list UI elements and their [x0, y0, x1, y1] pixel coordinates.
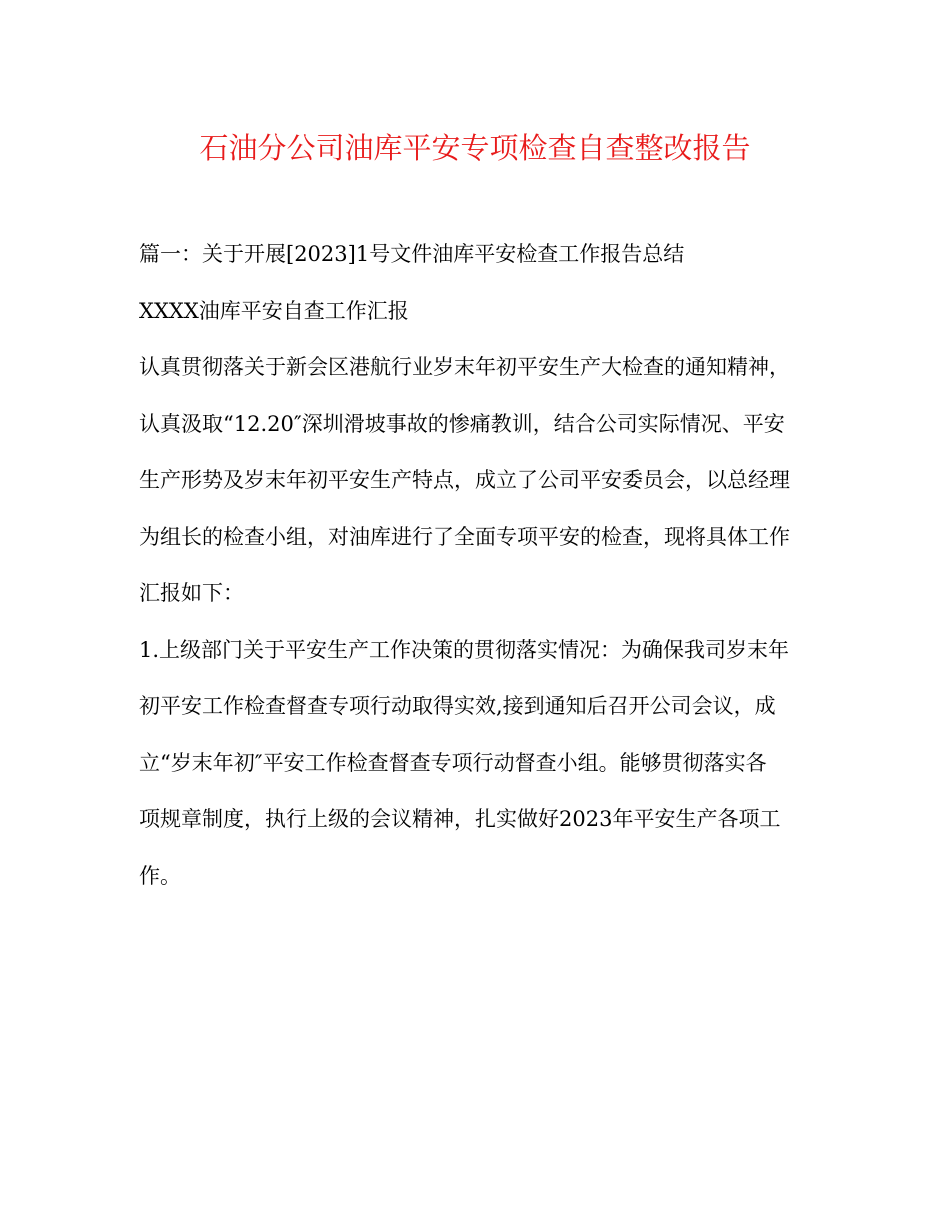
- report-subheading: XXXX油库平安自查工作汇报: [139, 298, 409, 323]
- item-1-line: 立“岁末年初″平安工作检查督查专项行动督查小组。能够贯彻落实各: [139, 750, 767, 775]
- intro-line: 为组长的检查小组，对油库进行了全面专项平安的检查，现将具体工作: [139, 524, 790, 549]
- intro-line: 汇报如下：: [139, 581, 244, 605]
- intro-line: 生产形势及岁末年初平安生产特点，成立了公司平安委员会，以总经理: [139, 468, 790, 492]
- item-1-line: 初平安工作检查督查专项行动取得实效,接到通知后召开公司会议，成: [139, 694, 776, 718]
- intro-line: 认真汲取“12.20″深圳滑坡事故的惨痛教训，结合公司实际情况、平安: [139, 411, 785, 436]
- item-1-line: 作。: [139, 863, 181, 888]
- intro-line: 认真贯彻落关于新会区港航行业岁末年初平安生产大检查的通知精神，: [139, 355, 790, 379]
- item-1-line: 1.上级部门关于平安生产工作决策的贯彻落实情况：为确保我司岁末年: [139, 637, 790, 662]
- item-1-paragraph: [139, 622, 819, 905]
- document-body: [139, 226, 819, 904]
- item-1-line: 项规章制度，执行上级的会议精神，扎实做好2023年平安生产各项工: [139, 807, 781, 831]
- section-heading: 篇一：关于开展[2023]1号文件油库平安检查工作报告总结: [139, 242, 685, 266]
- intro-paragraph: [139, 339, 819, 622]
- document-title: 石油分公司油库平安专项检查自查整改报告: [199, 131, 751, 165]
